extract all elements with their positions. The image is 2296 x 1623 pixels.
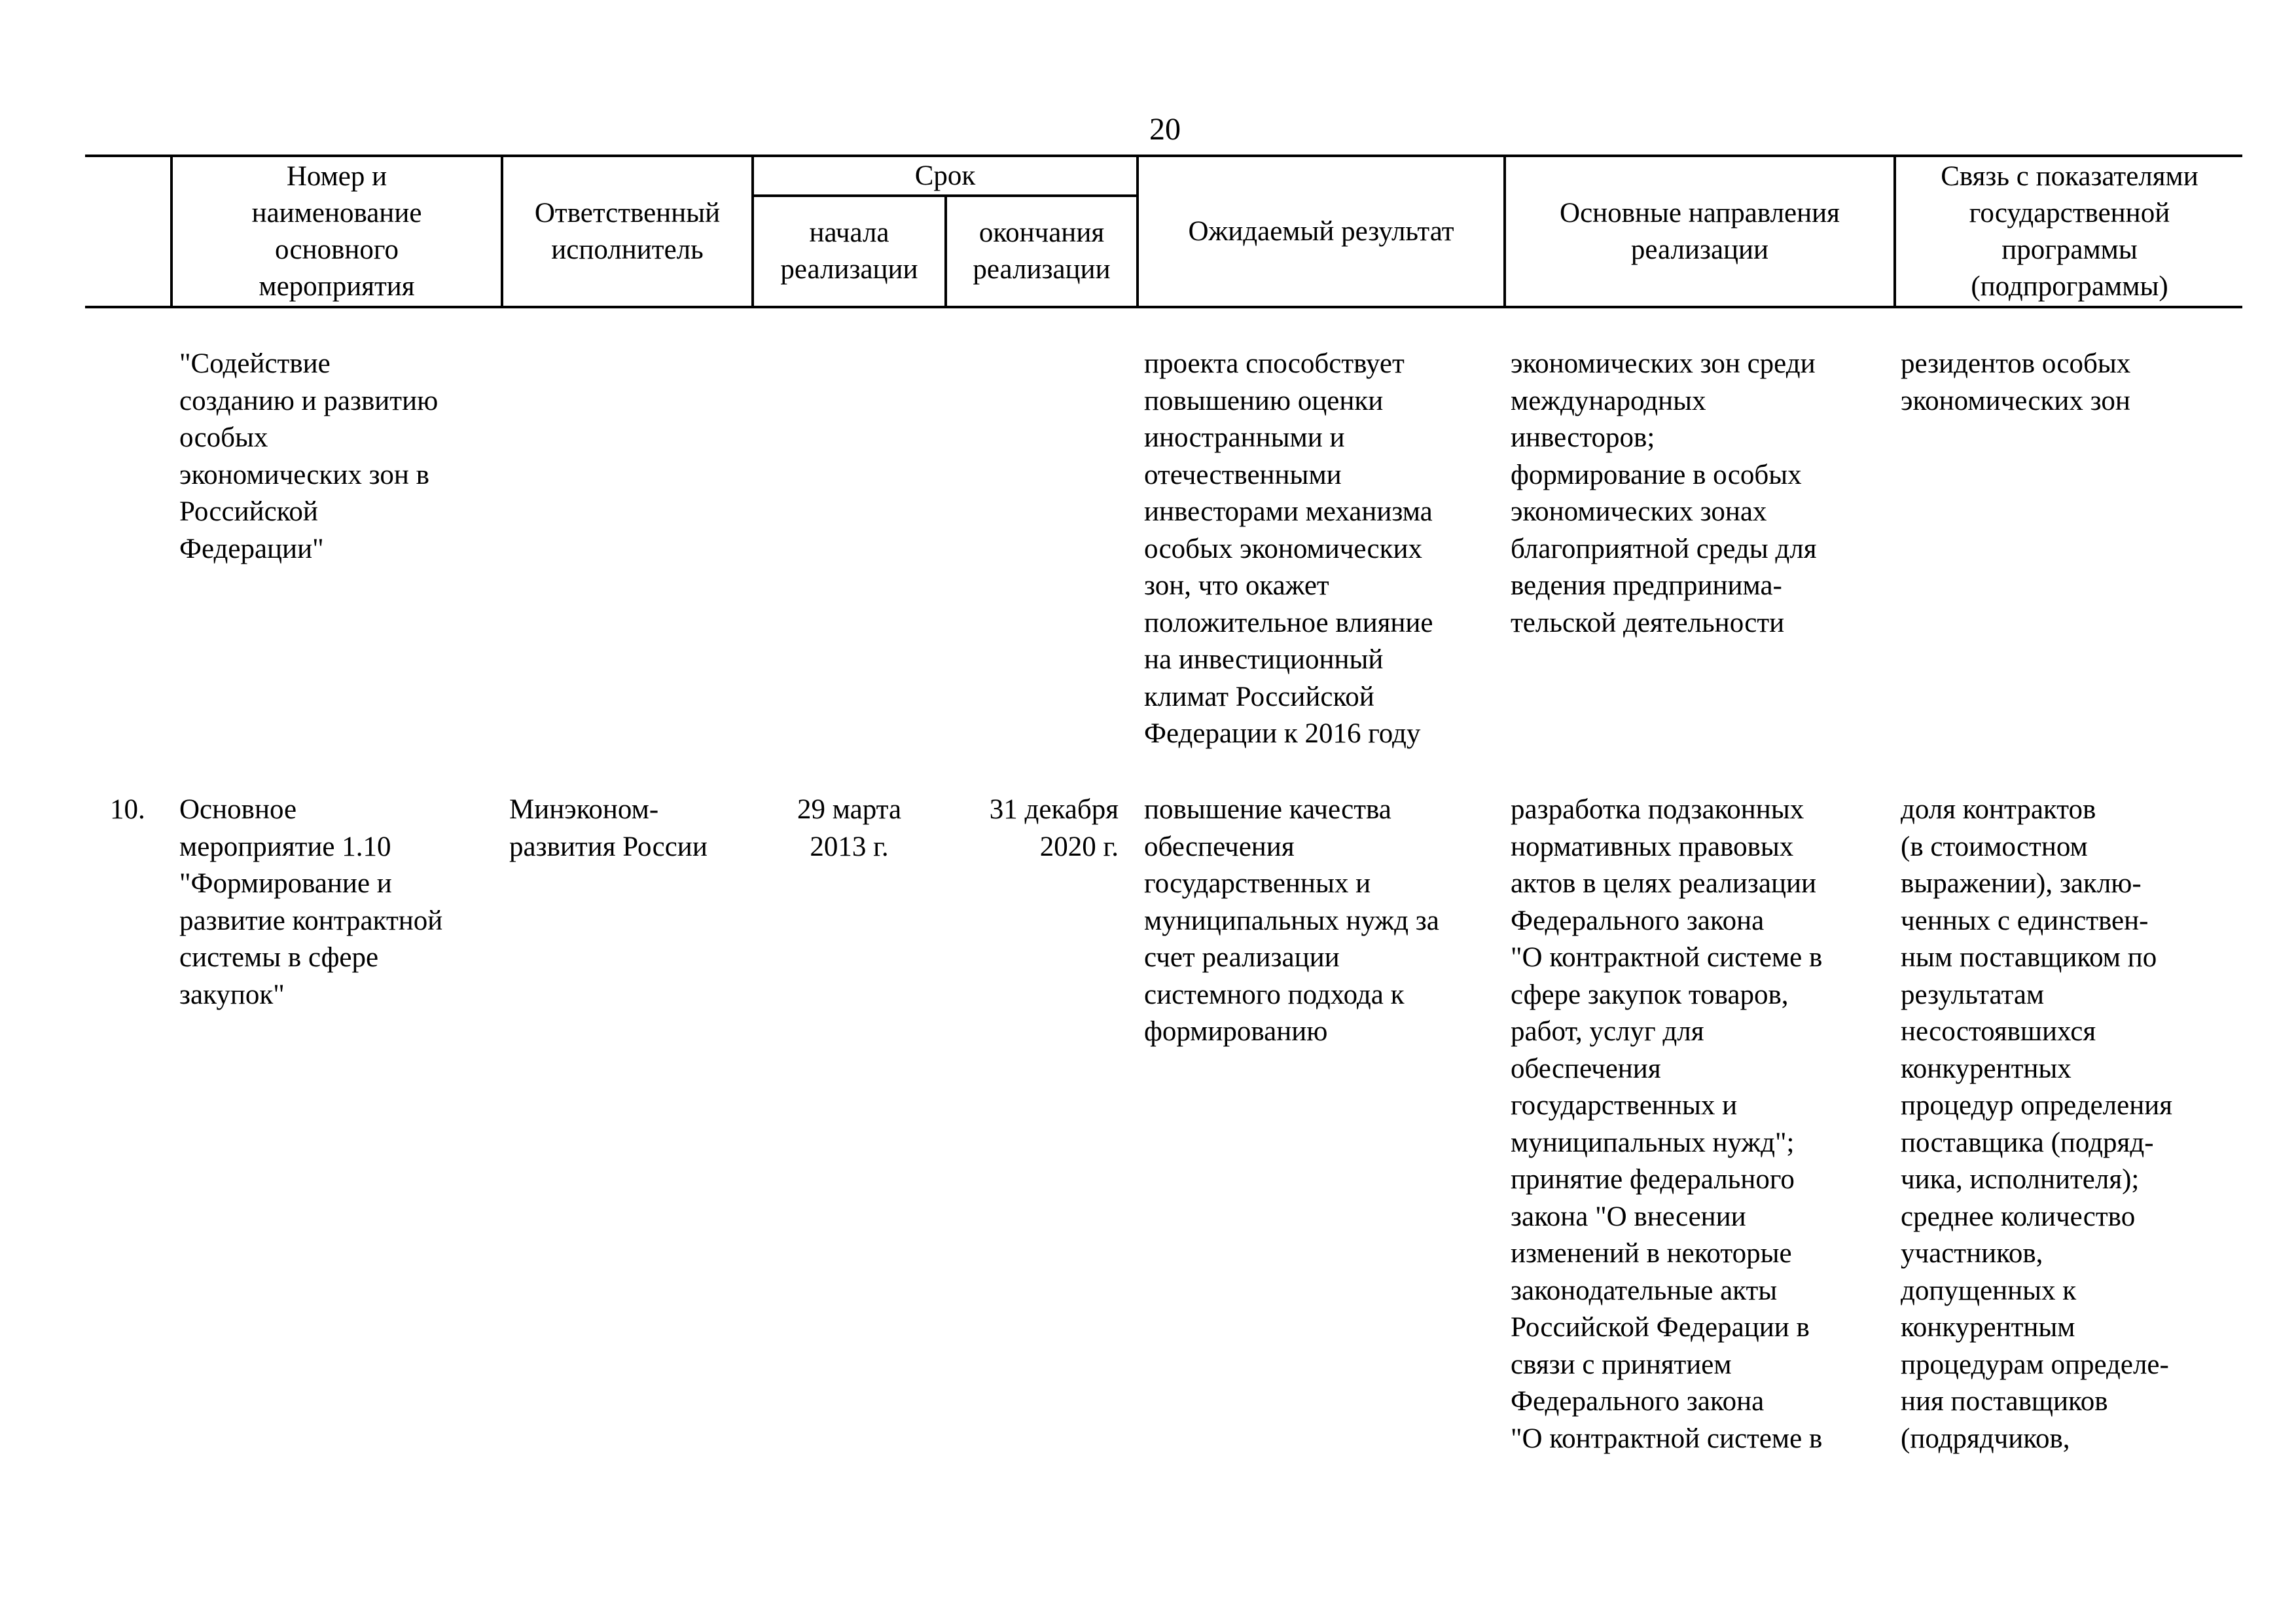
header-link bbox=[1896, 157, 2243, 306]
header-end-text: окончания реализации bbox=[973, 217, 1111, 285]
table-row-2-link: доля контрактов (в стоимостном выражении), заклю- ченных с единствен- ным поставщиком по результатам несостоявшихся конкурентных процедур определения поставщика (подряд- чика, исполнителя); среднее количество участников, допущенных к конкурентным процедурам определе- ния поставщиков (подрядчиков, bbox=[1901, 794, 2173, 1454]
table-row-1-name: "Содействие созданию и развитию особых экономических зон в Российской Федерации" bbox=[179, 348, 439, 564]
header-result bbox=[1139, 157, 1503, 306]
table-row-2-number: 10. bbox=[110, 794, 145, 825]
header-term bbox=[754, 157, 1136, 194]
table-row-2-start: 29 марта 2013 г. bbox=[797, 794, 902, 862]
table-row-2-end: 31 декабря 2020 г. bbox=[989, 794, 1119, 862]
header-executor-text: Ответственный исполнитель bbox=[534, 197, 721, 265]
header-start-text: начала реализации bbox=[780, 217, 918, 285]
table-row-2-directions: разработка подзаконных нормативных правовых актов в целях реализации Федерального закона "О контрактной системе в сфере закупок товаров, работ, услуг для обеспечения государственных и муниципальных нужд"; принятие федерального закона "О внесении изменений в некоторые законодательные акты Российской Федерации в связи с принятием Федерального закона "О контрактной системе в bbox=[1511, 794, 1823, 1454]
header-term-text: Срок bbox=[914, 160, 976, 191]
table-row-1-result: проекта способствует повышению оценки иностранными и отечественными инвесторами механизма особых экономических зон, что окажет положительное влияние на инвестиционный климат Российской Федерации к 2016 году bbox=[1144, 348, 1433, 749]
table-header-bottom-rule bbox=[85, 306, 2242, 308]
table-row-2-name: Основное мероприятие 1.10 "Формирование и развитие контрактной системы в сфере закупок" bbox=[179, 794, 443, 1010]
table-row-2-result: повышение качества обеспечения государственных и муниципальных нужд за счет реализации системного подхода к формированию bbox=[1144, 794, 1439, 1047]
header-directions-text: Основные направления реализации bbox=[1560, 197, 1840, 265]
table-row-1-directions: экономических зон среди международных инвесторов; формирование в особых экономических зонах благоприятной среды для ведения предпринима- тельской деятельности bbox=[1511, 348, 1817, 638]
header-name bbox=[173, 157, 501, 306]
header-end bbox=[947, 197, 1136, 306]
table-row-2-executor: Минэконом- развития России bbox=[509, 794, 708, 862]
table-row-1-link: резидентов особых экономических зон bbox=[1901, 348, 2131, 416]
header-start bbox=[754, 197, 944, 306]
header-executor bbox=[503, 157, 751, 306]
header-result-text: Ожидаемый результат bbox=[1188, 215, 1454, 247]
header-directions bbox=[1506, 157, 1893, 306]
page-number: 20 bbox=[1149, 112, 1181, 147]
header-link-text: Связь с показателями государственной программы (подпрограммы) bbox=[1941, 160, 2198, 302]
header-name-text: Номер и наименование основного мероприятия bbox=[251, 160, 422, 302]
